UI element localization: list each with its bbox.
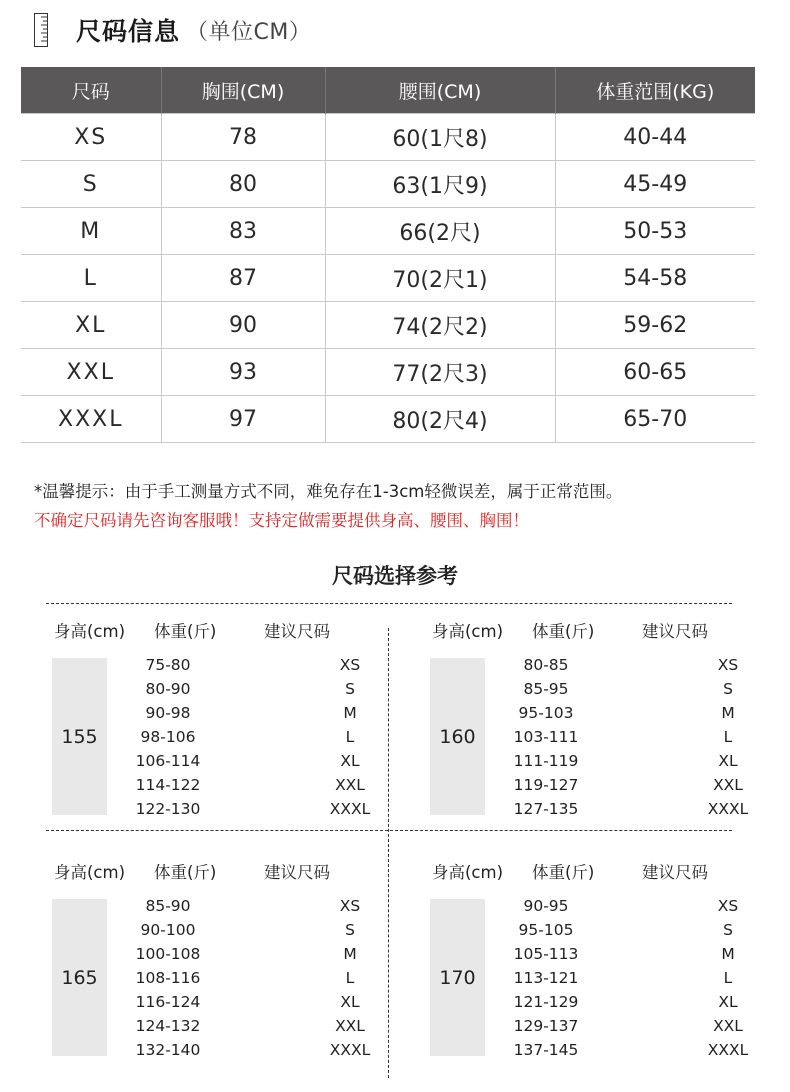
suggested-size: XXXL <box>329 1041 371 1059</box>
weight-cell <box>145 653 299 677</box>
weight-cell <box>513 749 677 773</box>
chest-cell: 80 <box>161 161 325 208</box>
weight-cell <box>513 990 677 1014</box>
measurement-tip: *温馨提示：由于手工测量方式不同，难免存在1-3cm轻微误差，属于正常范围。 <box>34 482 623 501</box>
reference-rows <box>114 653 394 821</box>
suggested-size: XS <box>717 656 739 674</box>
height-value: 155 <box>52 658 107 815</box>
suggested-size: XL <box>718 752 738 770</box>
size-table <box>21 67 755 443</box>
list-item <box>492 701 772 725</box>
weight-range: 111-119 <box>513 752 579 770</box>
weight-range: 137-145 <box>513 1041 579 1059</box>
weight-range: 127-135 <box>513 800 579 818</box>
suggested-size: S <box>723 680 733 698</box>
weight-cell <box>135 966 299 990</box>
list-item <box>492 894 772 918</box>
weight-cell <box>135 773 299 797</box>
waist-cell: 74(2尺2) <box>325 302 555 349</box>
size-table-header-3: 体重范围(KG) <box>555 67 755 114</box>
weight-range: 75-80 <box>145 656 191 674</box>
list-item <box>114 701 394 725</box>
reference-rows <box>492 653 772 821</box>
size-table-header-row <box>21 67 755 114</box>
list-item <box>114 677 394 701</box>
weight-range: 113-121 <box>513 969 579 987</box>
list-item <box>114 966 394 990</box>
reference-block-160 <box>432 618 772 843</box>
weight-range: 106-114 <box>135 752 201 770</box>
height-header: 身高(cm) <box>432 863 504 882</box>
weight-cell <box>145 701 299 725</box>
list-item <box>492 773 772 797</box>
list-item <box>492 918 772 942</box>
weight-range: 90-100 <box>140 921 196 939</box>
size-cell: XXXL <box>21 396 161 443</box>
list-item <box>114 942 394 966</box>
weight-range: 124-132 <box>135 1017 201 1035</box>
list-item <box>492 677 772 701</box>
weight-cell <box>523 894 677 918</box>
weight-cell <box>518 918 677 942</box>
weight-cell <box>513 725 677 749</box>
chest-cell: 78 <box>161 114 325 161</box>
suggested-size: XXL <box>713 1017 743 1035</box>
weight-cell <box>513 942 677 966</box>
size-cell: XL <box>21 302 161 349</box>
waist-cell: 63(1尺9) <box>325 161 555 208</box>
weight-cell: 40-44 <box>555 114 755 161</box>
weight-range: 80-90 <box>145 680 191 698</box>
weight-cell <box>135 942 299 966</box>
weight-range: 85-90 <box>145 897 191 915</box>
weight-range: 129-137 <box>513 1017 579 1035</box>
weight-range: 103-111 <box>513 728 579 746</box>
suggested-size: L <box>723 969 733 987</box>
weight-range: 90-98 <box>145 704 191 722</box>
weight-range: 98-106 <box>140 728 196 746</box>
size-header: 建议尺码 <box>642 622 708 641</box>
suggested-size: M <box>721 704 735 722</box>
waist-cell: 77(2尺3) <box>325 349 555 396</box>
weight-cell <box>140 918 299 942</box>
chest-cell: 97 <box>161 396 325 443</box>
weight-cell <box>135 797 299 821</box>
weight-cell: 65-70 <box>555 396 755 443</box>
list-item <box>492 942 772 966</box>
height-header: 身高(cm) <box>432 622 504 641</box>
suggested-size: XL <box>718 993 738 1011</box>
page-title: 尺码信息 <box>76 17 181 46</box>
chest-cell: 87 <box>161 255 325 302</box>
suggested-size: XS <box>717 897 739 915</box>
waist-cell: 66(2尺) <box>325 208 555 255</box>
list-item <box>114 990 394 1014</box>
weight-cell <box>145 677 299 701</box>
chest-cell: 93 <box>161 349 325 396</box>
size-cell: M <box>21 208 161 255</box>
list-item <box>114 918 394 942</box>
size-header: 建议尺码 <box>264 863 330 882</box>
list-item <box>114 797 394 821</box>
suggested-size: XXXL <box>329 800 371 818</box>
size-header: 建议尺码 <box>264 622 330 641</box>
list-item <box>114 1014 394 1038</box>
page-header <box>34 10 311 50</box>
suggested-size: XS <box>339 656 361 674</box>
weight-cell <box>518 701 677 725</box>
height-header: 身高(cm) <box>54 863 126 882</box>
weight-cell <box>140 725 299 749</box>
suggested-size: L <box>723 728 733 746</box>
weight-range: 80-85 <box>523 656 569 674</box>
list-item <box>114 894 394 918</box>
suggested-size: XXXL <box>707 800 749 818</box>
list-item <box>492 797 772 821</box>
weight-cell <box>513 966 677 990</box>
list-item <box>492 990 772 1014</box>
table-row <box>21 255 755 302</box>
waist-cell: 70(2尺1) <box>325 255 555 302</box>
weight-cell: 54-58 <box>555 255 755 302</box>
weight-range: 90-95 <box>523 897 569 915</box>
weight-cell <box>135 990 299 1014</box>
weight-range: 95-105 <box>518 921 574 939</box>
chest-cell: 90 <box>161 302 325 349</box>
suggested-size: XXL <box>335 1017 365 1035</box>
height-header: 身高(cm) <box>54 622 126 641</box>
list-item <box>492 1038 772 1062</box>
suggested-size: S <box>345 680 355 698</box>
table-row <box>21 396 755 443</box>
list-item <box>492 966 772 990</box>
divider-top <box>46 603 732 604</box>
weight-cell <box>523 653 677 677</box>
weight-range: 108-116 <box>135 969 201 987</box>
height-value: 170 <box>430 899 485 1056</box>
weight-cell: 50-53 <box>555 208 755 255</box>
weight-cell <box>513 797 677 821</box>
suggested-size: S <box>345 921 355 939</box>
list-item <box>114 653 394 677</box>
weight-range: 121-129 <box>513 993 579 1011</box>
waist-cell: 60(1尺8) <box>325 114 555 161</box>
weight-range: 119-127 <box>513 776 579 794</box>
suggested-size: M <box>343 704 357 722</box>
weight-header: 体重(斤) <box>532 622 595 641</box>
weight-cell <box>513 773 677 797</box>
size-cell: XS <box>21 114 161 161</box>
size-table-header-2: 腰围(CM) <box>325 67 555 114</box>
list-item <box>114 1038 394 1062</box>
reference-block-165 <box>54 859 394 1084</box>
weight-range: 122-130 <box>135 800 201 818</box>
weight-cell <box>135 1014 299 1038</box>
suggested-size: XXL <box>713 776 743 794</box>
size-table-header-1: 胸围(CM) <box>161 67 325 114</box>
weight-range: 105-113 <box>513 945 579 963</box>
size-table-header-0: 尺码 <box>21 67 161 114</box>
ruler-icon <box>34 13 48 47</box>
weight-header: 体重(斤) <box>154 622 217 641</box>
weight-cell <box>513 1038 677 1062</box>
size-cell: L <box>21 255 161 302</box>
weight-range: 132-140 <box>135 1041 201 1059</box>
size-cell: S <box>21 161 161 208</box>
suggested-size: XL <box>340 752 360 770</box>
height-value: 165 <box>52 899 107 1056</box>
height-value: 160 <box>430 658 485 815</box>
list-item <box>114 773 394 797</box>
list-item <box>114 725 394 749</box>
weight-cell: 59-62 <box>555 302 755 349</box>
table-row <box>21 208 755 255</box>
waist-cell: 80(2尺4) <box>325 396 555 443</box>
size-table-body <box>21 114 755 443</box>
suggested-size: XXXL <box>707 1041 749 1059</box>
table-row <box>21 349 755 396</box>
weight-range: 116-124 <box>135 993 201 1011</box>
table-row <box>21 161 755 208</box>
suggested-size: XXL <box>335 776 365 794</box>
table-row <box>21 114 755 161</box>
list-item <box>492 1014 772 1038</box>
customization-warning: 不确定尺码请先咨询客服哦！支持定做需要提供身高、腰围、胸围！ <box>34 511 529 530</box>
suggested-size: M <box>721 945 735 963</box>
weight-cell <box>135 749 299 773</box>
weight-range: 95-103 <box>518 704 574 722</box>
reference-rows <box>114 894 394 1062</box>
reference-block-170 <box>432 859 772 1084</box>
page-title-unit: （单位CM） <box>186 19 312 45</box>
weight-cell <box>513 1014 677 1038</box>
size-header: 建议尺码 <box>642 863 708 882</box>
suggested-size: XL <box>340 993 360 1011</box>
list-item <box>492 725 772 749</box>
weight-cell: 45-49 <box>555 161 755 208</box>
table-row <box>21 302 755 349</box>
weight-cell: 60-65 <box>555 349 755 396</box>
suggested-size: XS <box>339 897 361 915</box>
suggested-size: L <box>345 969 355 987</box>
reference-title: 尺码选择参考 <box>332 564 458 588</box>
size-cell: XXL <box>21 349 161 396</box>
suggested-size: L <box>345 728 355 746</box>
weight-header: 体重(斤) <box>532 863 595 882</box>
weight-cell <box>145 894 299 918</box>
reference-block-155 <box>54 618 394 843</box>
weight-range: 114-122 <box>135 776 201 794</box>
reference-rows <box>492 894 772 1062</box>
weight-cell <box>523 677 677 701</box>
list-item <box>114 749 394 773</box>
weight-range: 100-108 <box>135 945 201 963</box>
list-item <box>492 749 772 773</box>
list-item <box>492 653 772 677</box>
weight-header: 体重(斤) <box>154 863 217 882</box>
weight-cell <box>135 1038 299 1062</box>
chest-cell: 83 <box>161 208 325 255</box>
suggested-size: S <box>723 921 733 939</box>
suggested-size: M <box>343 945 357 963</box>
weight-range: 85-95 <box>523 680 569 698</box>
